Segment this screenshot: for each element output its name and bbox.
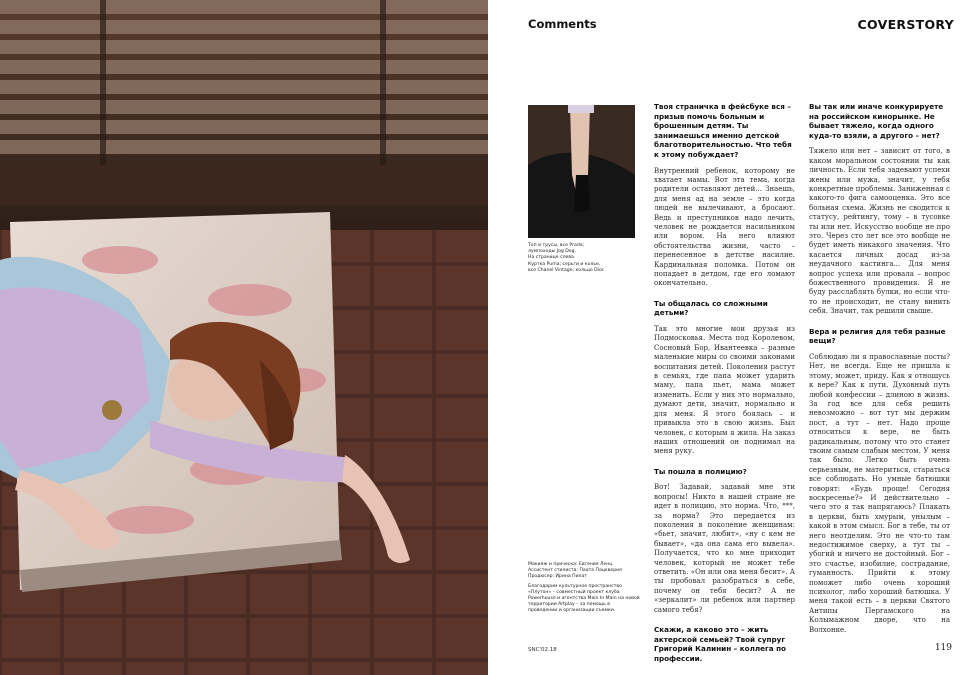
credit-line: Продюсер: Ирина Пилат [528,574,587,580]
text-column-1 [654,102,795,670]
photo-credits [528,243,640,274]
credit-line: Топ и трусы, все Prada; [528,243,585,248]
section-label: Comments [528,17,597,31]
article-page [488,0,970,675]
issue-label: SNC'02.18 [528,647,557,653]
interview-answer: Внутренний ребенок, которому не хватает мамы. Вот эта тема, когда родители оставляют детей... Знаешь, для меня ад на земле – это когда людей не вылечивают, а бросают. Ведь и преступников надо лечить, человек не рождается насильником или вором. На него влияют обстоятельства жизни, часто – перенесенное в детстве насилие. Кардинальная поломка. Потом он попадает в детдом, где его ломают окончательно. [654,166,795,288]
interview-answer: Соблюдаю ли я православные посты? Нет, не всегда. Еще не пришла к этому, может, приду. Как я отношусь к вере? Как к пути. Духовный путь любой конфессии – длиною в жизнь. За год все для себя решить невозможно – вот тут мы держим пост, а тут – нет. Надо проще относиться к вере, не быть радикальным, потому что это станет твоим самым слабым местом. У меня так было. Легко быть очень серьезным, не материться, стараться все соблюдать. Но умные батюшки говорят: «Будь проще! Сегодня воскресенье?» И действительно – чего это я так напрягаюсь? Плакать в церкви, быть хмурым, унылым – какой в этом смысл. Бог в тебе, ты от него неотделим. Это не что-то там недостижимое сверху, а тут ты – убогий и ничего не достойный. Бог – это счастье, изобилие, сострадание, гуманность. Прийти к этому поможет либо очень хороший психолог, либо хороший батюшка. У меня такой есть – в церкви Святого Антипы Пергамского на Колымажном дворе, что на Волхонке. [809,352,950,634]
inset-photo-illustration [528,105,635,238]
credit-line: все Chanel Vintage; кольцо Dior. [528,267,605,273]
credit-line: лумпоходы Jog Dog. [528,249,576,255]
interview-question: Ты пошла в полицию? [654,466,747,476]
interview-answer: Тяжело или нет – зависит от того, в каком моральном состоянии ты как личность. Если тебя задевают успехи жены или мужа, значит, у тебя конкретные проблемы. Заниженная с какого-то фига самооценка. Это все больная схема. Жизнь не сводится к статусу, рейтингу, тому – в тусовке ты или нет. Искусство вообще не про это. Через сто лет все это вообще не будет иметь никакого значения. Что касается личных досад из-за неудачного кастинга... Для меня вопрос успеха или провала – вопрос божественного провидения. Я не буду расслаблять булки, но если что-то не происходит, не стану винить себя. Значит, так решили свыше. [809,147,950,316]
production-credits [528,562,640,618]
credit-line: Куртка Puma; серьги и колье, [528,261,601,267]
inset-photo [528,105,635,238]
interview-answer: Вот! Задавай, задавай мне эти вопросы! Никто в нашей стране не идет в полицию, это норма. Что, ***, за норма? Это передается из поколения в поколение женщинам: «бьет, значит, любит», «ну с кем не бывает», «да она сама его вывела». Получается, что ко мне приходит человек, который не может тебе ответить. «Он или она меня бесит». А ты пробовал разобраться в себе, почему он тебя бесит? А не «зеркалит» ли ребенок или партнер самого тебя? [654,483,795,614]
acknowledgement: Благодарим культурное пространство «Плутон» – совместный проект клуба Powerhouse и агентства Main In Main на новой территории Artplay – за помощь в проведении и организации съемки. [528,583,640,614]
interview-answer: Так это многие мои друзья из Подмосковья. Места под Королевом, Сосновый Бор, Ивантеевка – разные маленькие миры со своими законами воспитания детей. Поколения растут в семьях, где папа может ударить маму, папа пьет, мама может изменить. Если у них это нормально, думают дети, значит, нормально и для меня. Я этого боялась – и привыкла это в свою жизнь. Был человек, с которым я жила. На заказ наших отношений он поднимал на меня руку. [654,325,795,456]
interview-question: Твоя страничка в фейсбуке вся – призыв помочь больным и брошенным детям. Ты занимаешься именно детской благотворительностью. Что тебя к этому побуждает? [654,102,792,159]
interview-question: Вы так или иначе конкурируете на российском кинорынке. Не бывает тяжело, когда одного куда-то взяли, а другого – нет? [809,102,944,140]
page-number: 119 [934,643,952,653]
text-column-2 [809,102,950,645]
interview-question: Скажи, а каково это – жить актерской семьей? Твой супруг Григорий Калинин – коллега по профессии. [654,625,786,663]
feature-label: COVERSTORY [857,17,954,32]
credit-line: Макияж и прическа: Евгения Ленц [528,562,613,567]
credit-line: Ассистент стилиста: Паата Пацкверия [528,568,622,574]
credit-line: На странице слева. [528,255,576,261]
interview-question: Вера и религия для тебя разные вещи? [809,326,946,346]
interview-question: Ты общалась со сложными детьми? [654,298,768,318]
